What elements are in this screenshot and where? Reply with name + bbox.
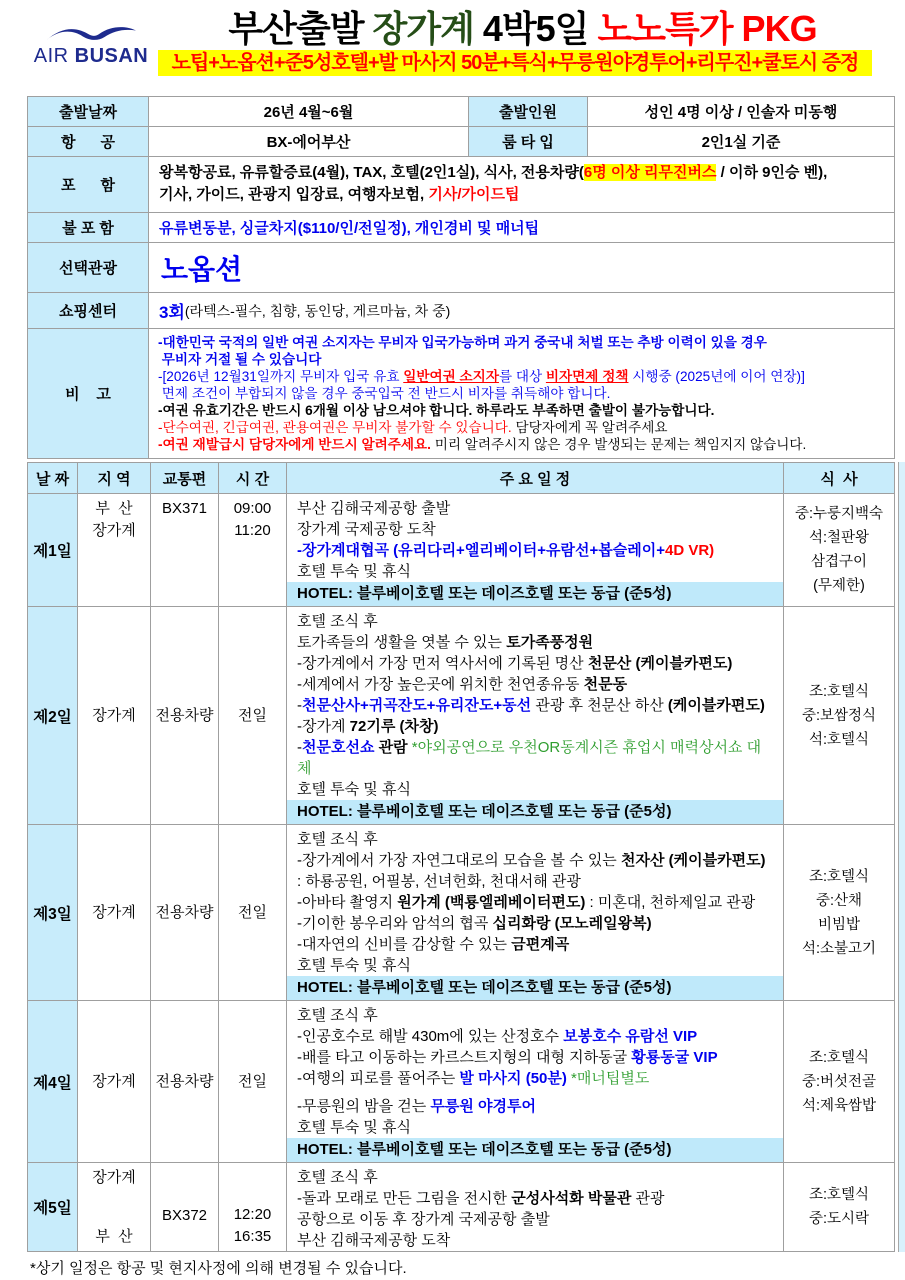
text-segment: 천문동 [583,676,628,693]
meal-line: 석:철판왕 [808,530,870,546]
schedule-line [287,913,783,934]
text-segment: -단수여권, 긴급여권, 관용여권은 무비자 불가할 수 있습니다. [158,420,512,435]
text-segment: -장가계에서 가장 자연그대로의 모습을 볼 수 있는 [297,852,621,869]
promo-banner: 노팁+노옵션+준5성호텔+발 마사지 50분+특식+무릉원야경투어+리무진+쿨토시 증정 [158,50,872,76]
info-row-notes [28,329,894,458]
text-segment: 비자면제 정책 [545,369,629,384]
text-segment: -장가계대협곡 (유리다리+엘리베이터+유람선+봅슬레이+ [297,542,665,559]
text-segment: 를 대상 [498,369,546,384]
transport-name: 전용차량 [155,706,214,724]
schedule-line [287,1230,783,1251]
schedule-line [287,632,783,653]
schedule-line [287,1096,783,1117]
info-label-included: 포 함 [28,157,149,212]
schedule-line [287,653,783,674]
region-cell [78,607,151,824]
info-row-optional-tour [28,243,894,293]
text-segment: 호텔 조식 후 [297,613,378,630]
schedule-line [287,716,783,737]
info-value-headcount: 성인 4명 이상 / 인솔자 미동행 [644,104,838,121]
text-segment: 4D VR) [664,542,715,559]
time-value: 전일 [238,1072,267,1090]
hotel-line [287,800,783,824]
text-segment: : 하룡공원, 어필봉, 선녀헌화, 천대서해 관광 [297,873,581,890]
text-segment: -무릉원의 밤을 걷는 [297,1098,431,1115]
schedule-line [287,1188,783,1209]
transport-cell [151,607,219,824]
schedule-line [287,825,783,850]
text-segment: (라텍스-필수, 침향, 동인당, 게르마늄, 차 중) [184,302,451,319]
region-name: 장가계 [92,903,136,921]
footer-note: *상기 일정은 항공 및 현지사정에 의해 변경될 수 있습니다. [30,1260,407,1277]
title-promo: 노노특가 PKG [597,8,817,49]
text-segment: 토가족들의 생활을 엿볼 수 있는 [297,634,507,651]
transport-name: 전용차량 [155,903,214,921]
text-segment: -배를 타고 이동하는 카르스트지형의 대형 지하동굴 [297,1049,632,1066]
info-value-notes [149,329,894,458]
schedule-line [287,1068,783,1089]
region-name: 장가계 [92,1072,136,1090]
text-segment: -대한민국 국적의 일반 여권 소지자는 무비자 입국가능하며 과거 중국내 처벌 또는 추방 이력이 있을 경우 [158,335,767,350]
text-segment: 기사, 가이드, 관광지 입장료, 여행자보험, [159,186,429,203]
info-value-excluded [149,213,894,242]
day-label-cell: 제5일 [28,1163,78,1251]
meal-cell [784,1001,894,1162]
logo-air-text: AIR [33,45,69,67]
info-value-airline: BX-에어부산 [149,127,469,156]
time-cell [219,607,287,824]
text-segment: 호텔 조식 후 [297,831,378,848]
seagull-swoosh-icon [41,20,141,46]
meal-cell [784,825,894,1000]
notes-line [158,402,885,419]
text-segment: 왕복항공료, 유류할증료(4월), TAX, 호텔(2인1실), 식사, 전용차량( [159,164,584,181]
day-label-cell: 제1일 [28,494,78,606]
time-value: 전일 [238,903,267,921]
region-cell [78,494,151,606]
time-cell [219,494,287,606]
text-segment: 천문산 (케이블카편도) [587,655,733,672]
text-segment: HOTEL: 블루베이호텔 또는 데이즈호텔 또는 동급 (준5성) [297,585,672,602]
info-value-departure-date: 26년 4월~6월 [149,97,469,126]
schedule-line [287,871,783,892]
logo-busan-text: BUSAN [74,45,149,67]
text-segment: *매너팁별도 [571,1070,650,1087]
text-segment: 미리 알려주시지 않은 경우 발생되는 문제는 책임지지 않습니다. [430,437,807,452]
itinerary-header-meals: 식 사 [784,463,894,493]
info-label-headcount: 출발인원 [469,97,588,126]
itinerary-header-time: 시 간 [219,463,287,493]
text-segment: 공항으로 이동 후 장가계 국제공항 출발 [297,1211,550,1228]
text-segment: 담당자에게 꼭 알려주세요 [511,420,668,435]
info-row-included [28,157,894,213]
text-segment: 관람 [374,739,412,756]
text-segment: HOTEL: 블루베이호텔 또는 데이즈호텔 또는 동급 (준5성) [297,803,672,820]
info-label-departure-date: 출발날짜 [28,97,149,126]
text-segment: 원가계 (백룡엘레베이터편도) [397,894,586,911]
info-row-departure [28,97,894,127]
info-value-shopping [149,293,894,328]
title-departure: 부산출발 [228,8,373,49]
meal-line: 석:호텔식 [808,731,870,748]
meal-line: 조:호텔식 [808,1187,870,1203]
itinerary-header-transport: 교통편 [151,463,219,493]
text-segment: -여행의 피로를 풀어주는 [297,1070,460,1087]
schedule-line [287,1117,783,1138]
time-value: 12:20 [233,1206,272,1223]
text-segment: *야외공연으로 우천OR동계시즌 휴업시 매력상서쇼 대체 [297,739,762,777]
day-row [28,825,894,1001]
text-segment: -인공호수로 해발 430m에 있는 산정호수 [297,1028,564,1045]
text-segment: -여권 재발급시 담당자에게 반드시 알려주세요. [158,437,431,452]
notes-line [158,334,885,351]
text-segment: 천문산사+귀곡잔도+유리잔도+동선 [302,697,532,714]
schedule-line [287,737,783,779]
text-segment: 기사/가이드팁 [428,186,520,203]
text-segment: 금편계곡 [511,936,570,953]
text-segment: 관광 후 천문산 하산 [531,697,668,714]
text-segment: 십리화랑 (모노레일왕복) [492,915,652,932]
meal-line: 조:호텔식 [808,1049,870,1066]
text-segment: 면제 조건이 부합되지 않을 경우 중국입국 전 반드시 비자를 취득해야 합니다. [158,386,611,401]
day-row [28,494,894,607]
text-segment: -장가계 [297,718,350,735]
text-segment: -아바타 촬영지 [297,894,398,911]
schedule-line [287,494,783,519]
text-segment: (케이블카편도) [667,697,765,714]
region-name: 부 산 [95,500,133,517]
meal-line: 중:버섯전골 [801,1073,877,1090]
text-segment: 호텔 투숙 및 휴식 [297,781,411,798]
transport-cell [151,494,219,606]
text-segment: -[2026년 12월31일까지 무비자 입국 유효 [158,369,404,384]
text-segment: -대자연의 신비를 감상할 수 있는 [297,936,512,953]
day-label-cell: 제4일 [28,1001,78,1162]
text-segment: -세계에서 가장 높은곳에 위치한 천연종유동 [297,676,584,693]
text-segment: 군성사석화 박물관 [511,1190,632,1207]
meal-line: 비빔밥 [817,916,861,933]
text-segment: 무비자 거절 될 수 있습니다 [158,352,322,367]
info-value-included [149,157,894,212]
text-segment: 일반여권 소지자 [403,369,499,384]
info-row-airline [28,127,894,157]
text-segment: 황룡동굴 VIP [631,1049,718,1066]
region-name: 장가계 [92,1169,136,1186]
schedule-line [287,1001,783,1026]
schedule-line [287,934,783,955]
text-segment: -돌과 모래로 만든 그림을 전시한 [297,1190,512,1207]
text-segment: / 이하 9인승 벤), [716,164,828,181]
notes-line [158,351,885,368]
info-table [27,96,895,459]
info-label-room-type: 룸 타 입 [469,127,588,156]
text-segment: 부산 김해국제공항 도착 [297,1232,451,1249]
schedule-line [287,1163,783,1188]
text-segment: 천문호선쇼 [302,739,375,756]
time-value: 11:20 [234,522,271,539]
text-segment: 호텔 조식 후 [297,1169,378,1186]
text-segment: 보봉호수 유람선 VIP [563,1028,698,1045]
text-segment: 발 마사지 (50분) [459,1070,567,1087]
document-header [0,0,905,96]
info-row-excluded [28,213,894,243]
time-value: 전일 [238,706,267,724]
airline-logo [28,20,154,66]
region-cell [78,1001,151,1162]
text-segment: 호텔 투숙 및 휴식 [297,1119,411,1136]
title-destination: 장가계 [372,8,474,49]
schedule-line [287,1026,783,1047]
title-duration: 4박5일 [473,8,598,49]
transport-cell [151,1001,219,1162]
schedule-line [287,1047,783,1068]
schedule-cell [287,1163,784,1251]
schedule-line [287,850,783,871]
airline-logo-text [28,46,154,66]
itinerary-header-row [28,463,894,494]
text-segment: 천자산 (케이블카편도) [620,852,766,869]
text-segment: 72기루 (차창) [349,718,439,735]
transport-cell [151,1163,219,1251]
meal-cell [784,607,894,824]
itinerary-header-region: 지 역 [78,463,151,493]
meal-line: 중:도시락 [808,1211,870,1227]
text-segment: 호텔 투숙 및 휴식 [297,563,411,580]
included-line-1 [159,162,884,184]
meal-line: 중:보쌈정식 [801,707,877,724]
schedule-line [287,779,783,800]
notes-line [158,419,885,436]
time-value: 09:00 [233,500,272,517]
day-row [28,1163,894,1251]
info-label-airline: 항 공 [28,127,149,156]
schedule-cell [287,1001,784,1162]
text-segment: : 미혼대, 천하제일교 관광 [585,894,756,911]
schedule-line [287,695,783,716]
region-name: 장가계 [92,706,136,724]
time-cell [219,1163,287,1251]
itinerary-day-rows [28,494,894,1251]
schedule-cell [287,607,784,824]
text-segment: -기이한 봉우리와 암석의 협곡 [297,915,493,932]
info-label-optional-tour: 선택관광 [28,243,149,292]
text-segment: 토가족풍정원 [506,634,594,651]
included-line-2 [159,184,884,206]
schedule-cell [287,825,784,1000]
schedule-line [287,955,783,976]
itinerary-table [27,462,895,1252]
hotel-line [287,582,783,606]
info-value-room-type: 2인1실 기준 [701,134,781,151]
cropped-right-column-strip [898,462,905,1252]
transport-name: BX371 [161,500,208,517]
text-segment: 시행중 (2025년에 이어 연장)] [628,369,805,384]
schedule-line [287,1209,783,1230]
notes-line [158,368,885,385]
hotel-line [287,976,783,1000]
meal-line: 중:산채 [815,892,863,909]
meal-cell [784,494,894,606]
schedule-line [287,892,783,913]
time-cell [219,825,287,1000]
text-segment: HOTEL: 블루베이호텔 또는 데이즈호텔 또는 동급 (준5성) [297,979,672,996]
info-label-excluded: 불 포 함 [28,213,149,242]
text-segment: HOTEL: 블루베이호텔 또는 데이즈호텔 또는 동급 (준5성) [297,1141,672,1158]
day-label-cell: 제2일 [28,607,78,824]
meal-line: 석:소불고기 [801,940,877,957]
region-name: 부 산 [95,1228,133,1245]
text-segment: 장가계 국제공항 도착 [297,521,436,538]
transport-name: 전용차량 [155,1072,214,1090]
meal-line: 삼겹구이 [810,554,868,570]
meal-line: 조:호텔식 [808,683,870,700]
text-segment: 관광 [631,1190,665,1207]
itinerary-header-schedule: 주 요 일 정 [287,463,784,493]
text-segment: 호텔 투숙 및 휴식 [297,957,411,974]
schedule-cell [287,494,784,606]
info-label-notes: 비 고 [28,329,149,458]
notes-line [158,385,885,402]
meal-cell [784,1163,894,1251]
info-label-shopping: 쇼핑센터 [28,293,149,328]
region-name: 장가계 [92,522,136,539]
hotel-line [287,1138,783,1162]
schedule-line [287,607,783,632]
transport-name: BX372 [161,1207,208,1224]
info-row-shopping [28,293,894,329]
text-segment: - [297,697,302,714]
notes-line [158,436,885,453]
text-segment: 무릉원 야경투어 [430,1098,537,1115]
schedule-line [287,674,783,695]
day-row [28,1001,894,1163]
meal-line: 석:제육쌈밥 [801,1097,877,1114]
itinerary-header-date: 날 짜 [28,463,78,493]
text-segment: 6명 이상 리무진버스 [583,164,717,181]
transport-cell [151,825,219,1000]
meal-line: (무제한) [813,578,865,594]
text-segment: 3회 [159,303,185,322]
region-cell [78,1163,151,1251]
meal-line: 중:누룽지백숙 [794,506,884,522]
text-segment: - [297,739,302,756]
meal-line: 조:호텔식 [808,868,870,885]
text-segment: -장가계에서 가장 먼저 역사서에 기록된 명산 [297,655,588,672]
time-value: 16:35 [233,1228,272,1245]
time-cell [219,1001,287,1162]
text-segment: 유류변동분, 싱글차지($110/인/전일정), 개인경비 및 매너팁 [159,220,540,237]
info-value-optional-tour: 노옵션 [161,253,243,285]
day-label-cell: 제3일 [28,825,78,1000]
region-cell [78,825,151,1000]
text-segment: -여권 유효기간은 반드시 6개월 이상 남으셔야 합니다. 하루라도 부족하면 출발이 불가능합니다. [158,403,715,418]
text-segment: 부산 김해국제공항 출발 [297,500,451,517]
schedule-line [287,519,783,540]
day-row [28,607,894,825]
text-segment: 호텔 조식 후 [297,1007,378,1024]
schedule-line [287,540,783,561]
schedule-line [287,561,783,582]
